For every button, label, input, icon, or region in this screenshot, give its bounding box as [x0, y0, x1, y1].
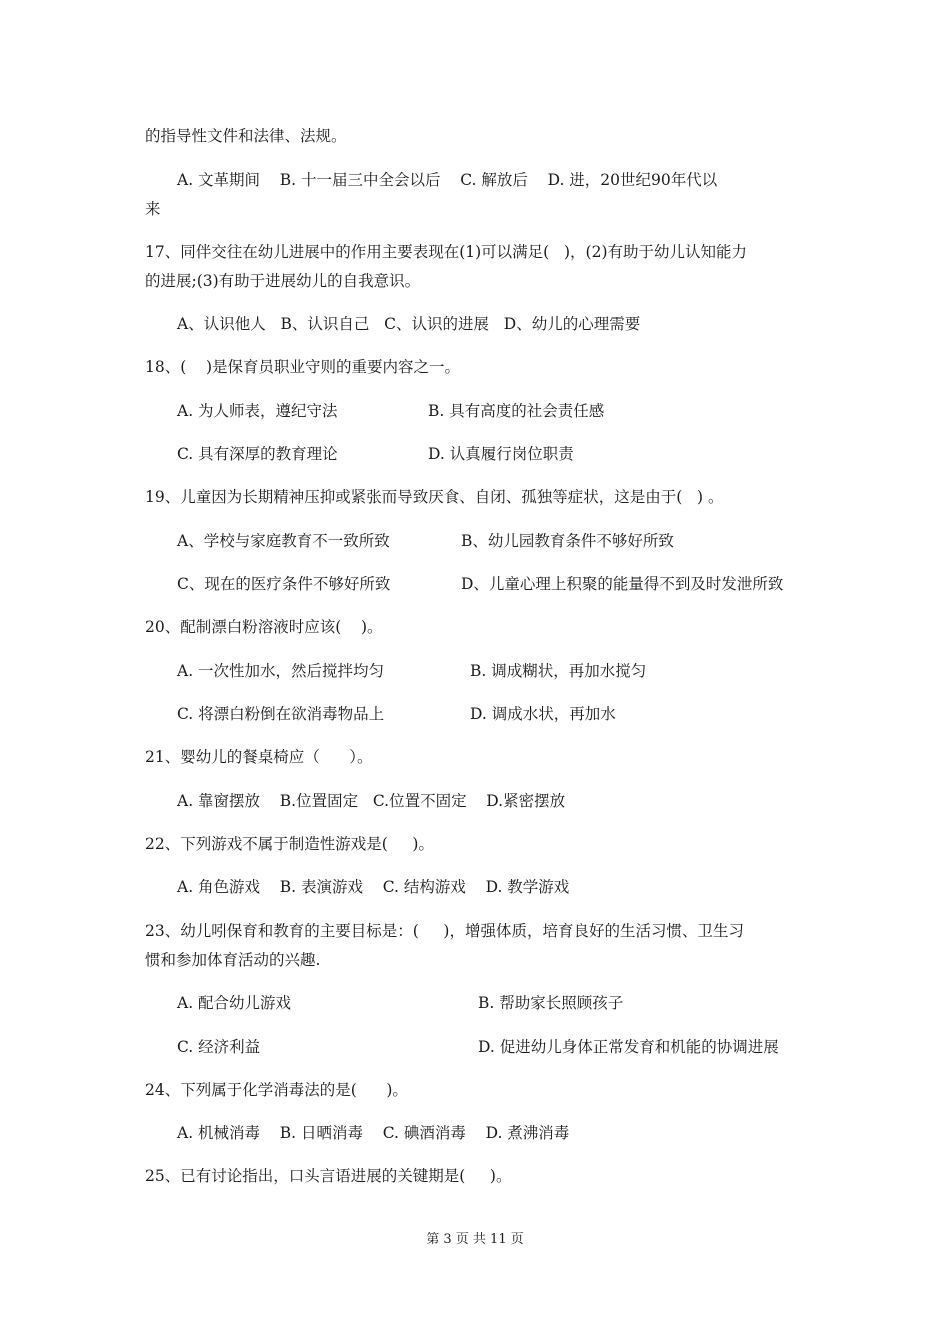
q19-option-b: B、幼儿园教育条件不够好所致: [461, 532, 674, 550]
q23-stem-line2: 惯和参加体育活动的兴趣.: [145, 951, 321, 969]
q21-options: A. 靠窗摆放 B.位置固定 C.位置不固定 D.紧密摆放: [177, 792, 566, 810]
q25-stem: 25、已有讨论指出，口头言语进展的关键期是( )。: [145, 1167, 512, 1185]
q18-option-c: C. 具有深厚的教育理论: [177, 445, 338, 463]
q23-stem-line1: 23、幼儿吲保育和教育的主要目标是：( )，增强体质，培育良好的生活习惯、卫生习: [145, 922, 744, 940]
q20-option-a: A. 一次性加水，然后搅拌均匀: [177, 662, 385, 680]
q23-option-b: B. 帮助家长照顾孩子: [478, 994, 624, 1012]
q24-stem: 24、下列属于化学消毒法的是( )。: [145, 1081, 408, 1099]
q18-option-a: A. 为人师表，遵纪守法: [177, 402, 338, 420]
q19-option-c: C、现在的医疗条件不够好所致: [177, 575, 391, 593]
q23-option-a: A. 配合幼儿游戏: [177, 994, 292, 1012]
q20-stem: 20、配制漂白粉溶液时应该( )。: [145, 618, 383, 636]
q22-stem: 22、下列游戏不属于制造性游戏是( )。: [145, 835, 434, 853]
q23-option-c: C. 经济利益: [177, 1038, 261, 1056]
q19-option-a: A、学校与家庭教育不一致所致: [177, 532, 390, 550]
q23-option-d: D. 促进幼儿身体正常发育和机能的协调进展: [478, 1038, 779, 1056]
q19-stem: 19、儿童因为长期精神压抑或紧张而导致厌食、自闭、孤独等症状，这是由于( ) 。: [145, 488, 724, 506]
q17-stem-line2: 的进展;(3)有助于进展幼儿的自我意识。: [145, 272, 421, 290]
q16-options-wrap: 来: [145, 200, 161, 218]
text-line: 的指导性文件和法律、法规。: [145, 127, 347, 145]
q21-stem: 21、婴幼儿的餐桌椅应（ ）。: [145, 748, 373, 766]
q18-stem: 18、( )是保育员职业守则的重要内容之一。: [145, 358, 461, 376]
q18-option-d: D. 认真履行岗位职责: [428, 445, 574, 463]
page-footer: 第 3 页 共 11 页: [426, 1232, 524, 1247]
q22-options: A. 角色游戏 B. 表演游戏 C. 结构游戏 D. 教学游戏: [177, 878, 570, 896]
q17-stem-line1: 17、同伴交往在幼儿进展中的作用主要表现在(1)可以满足( )，(2)有助于幼儿认知能力: [145, 243, 748, 261]
q16-options: A. 文革期间 B. 十一届三中全会以后 C. 解放后 D. 进，20世纪90年代以: [177, 171, 718, 189]
q20-option-d: D. 调成水状，再加水: [470, 705, 616, 723]
q19-option-d: D、儿童心理上积聚的能量得不到及时发泄所致: [461, 575, 784, 593]
q24-options: A. 机械消毒 B. 日晒消毒 C. 碘酒消毒 D. 煮沸消毒: [177, 1124, 570, 1142]
q17-options: A、认识他人 B、认识自己 C、认识的进展 D、幼儿的心理需要: [177, 315, 641, 333]
q18-option-b: B. 具有高度的社会责任感: [428, 402, 605, 420]
q20-option-b: B. 调成糊状，再加水搅匀: [470, 662, 647, 680]
q20-option-c: C. 将漂白粉倒在欲消毒物品上: [177, 705, 385, 723]
